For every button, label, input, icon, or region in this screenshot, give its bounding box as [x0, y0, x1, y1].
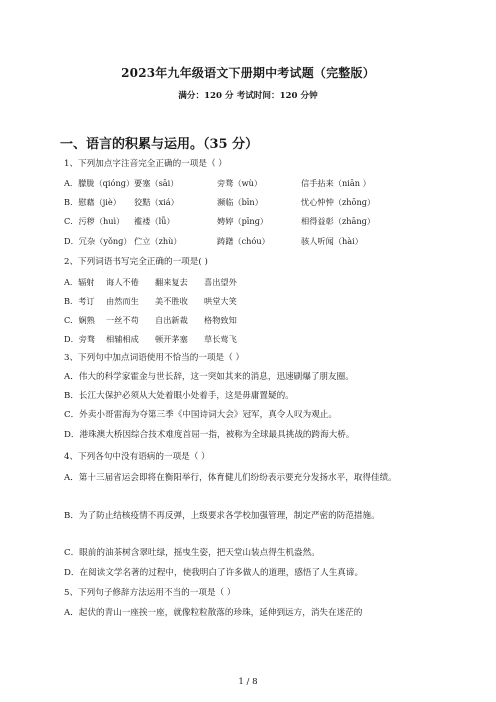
q1-c-item-1: C．污秽（huì） [64, 216, 125, 226]
q3-option-a: A．伟大的科学家霍金与世长辞，这一突如其来的消息，迅速刷爆了朋友圈。 [64, 372, 354, 382]
q2-a-word-3: 翻来复去 [155, 277, 188, 287]
q2-b-word-1: B．考订 [64, 296, 95, 306]
q1-d-item-3: 踌躇（chóu） [217, 236, 270, 246]
q1-d-item-1: D．冗杂（yǒnɡ） [64, 236, 132, 246]
q2-d-word-2: 相辅相成 [106, 334, 139, 344]
q2-d-word-3: 顿开茅塞 [155, 334, 188, 344]
q2-d-word-4: 草长莺飞 [204, 334, 237, 344]
q1-b-item-2: 狡黠（xiá） [134, 197, 179, 207]
q2-b-word-2: 由然而生 [106, 296, 139, 306]
document-title: 2023年九年级语文下册期中考试题（完整版） [121, 66, 375, 80]
q1-a-item-3: 旁骛（wù） [217, 178, 263, 188]
q1-b-item-3: 濒临（bīn） [217, 197, 263, 207]
question-2-stem: 2、下列词语书写完全正确的一项是( ) [64, 257, 208, 267]
q2-b-word-4: 哄堂大笑 [204, 296, 237, 306]
q1-a-item-4: 信手拈来（niān ） [301, 178, 371, 188]
q2-c-word-4: 格物致知 [204, 315, 237, 325]
q4-option-a: A．第十三届省运会即将在衡阳举行，体育健儿们纷纷表示要充分发扬水平，取得佳绩。 [64, 473, 397, 483]
q1-c-item-3: 娉婷（pīnɡ） [217, 216, 269, 226]
q2-c-word-2: 一丝不苟 [106, 315, 139, 325]
q2-a-word-2: 诲人不倦 [106, 277, 139, 287]
q3-option-c: C．外卖小哥雷海为夺第三季《中国诗词大会》冠军，真令人叹为观止。 [64, 410, 337, 420]
q2-b-word-3: 美不胜收 [155, 296, 188, 306]
q1-c-item-2: 褴褛（lǚ） [134, 216, 175, 226]
q4-option-b: B．为了防止结核疫情不再反弹，上级要求各学校加强管理，制定严密的防范措施。 [64, 511, 380, 521]
q4-option-c: C．眼前的油茶树含翠吐绿，摇曳生姿，把天堂山装点得生机盎然。 [64, 548, 320, 558]
q2-a-word-4: 喜出望外 [204, 277, 237, 287]
q4-option-d: D．在阅读文学名著的过程中，使我明白了许多做人的道理，感悟了人生真谛。 [64, 568, 364, 578]
q2-c-word-1: C．娴熟 [64, 315, 95, 325]
exam-meta: 满分：120 分 考试时间：120 分钟 [178, 91, 318, 101]
section-heading: 一、语言的积累与运用。（35 分） [60, 137, 259, 152]
q5-option-a: A．起伏的青山一座挨一座，就像粒粒散落的珍珠，延伸到远方，消失在迷茫的 [64, 608, 363, 618]
question-3-stem: 3、下列句中加点词语使用不恰当的一项是（ ） [64, 353, 245, 363]
question-4-stem: 4、下列各句中没有语病的一项是（ ） [64, 452, 210, 462]
q1-b-item-4: 忧心忡忡（zhōnɡ） [301, 197, 376, 207]
q1-a-item-1: A．朦胧（qiónɡ） [64, 178, 135, 188]
page-number: 1 / 8 [238, 677, 258, 687]
q1-c-item-4: 相得益彰（zhānɡ） [301, 216, 376, 226]
q1-d-item-4: 骇人听闻（hài） [301, 236, 363, 246]
q3-option-d: D．港珠澳大桥因综合技术难度首屈一指，被称为全球最具挑战的跨海大桥。 [64, 430, 355, 440]
question-5-stem: 5、下列句子修辞方法运用不当的一项是（ ） [64, 588, 236, 598]
q2-d-word-1: D．旁骛 [64, 334, 96, 344]
q3-option-b: B．长江大保护必须从大处着眼小处着手，这是毋庸置疑的。 [64, 391, 294, 401]
q1-b-item-1: B．慰藉（jiè） [64, 197, 121, 207]
q1-a-item-2: 要塞（sāi） [134, 178, 179, 188]
question-1-stem: 1、下列加点字注音完全正确的一项是（ ） [64, 159, 227, 169]
q2-c-word-3: 自出新裁 [155, 315, 188, 325]
q2-a-word-1: A．辐射 [64, 277, 95, 287]
q1-d-item-2: 伫立（zhù） [134, 236, 182, 246]
